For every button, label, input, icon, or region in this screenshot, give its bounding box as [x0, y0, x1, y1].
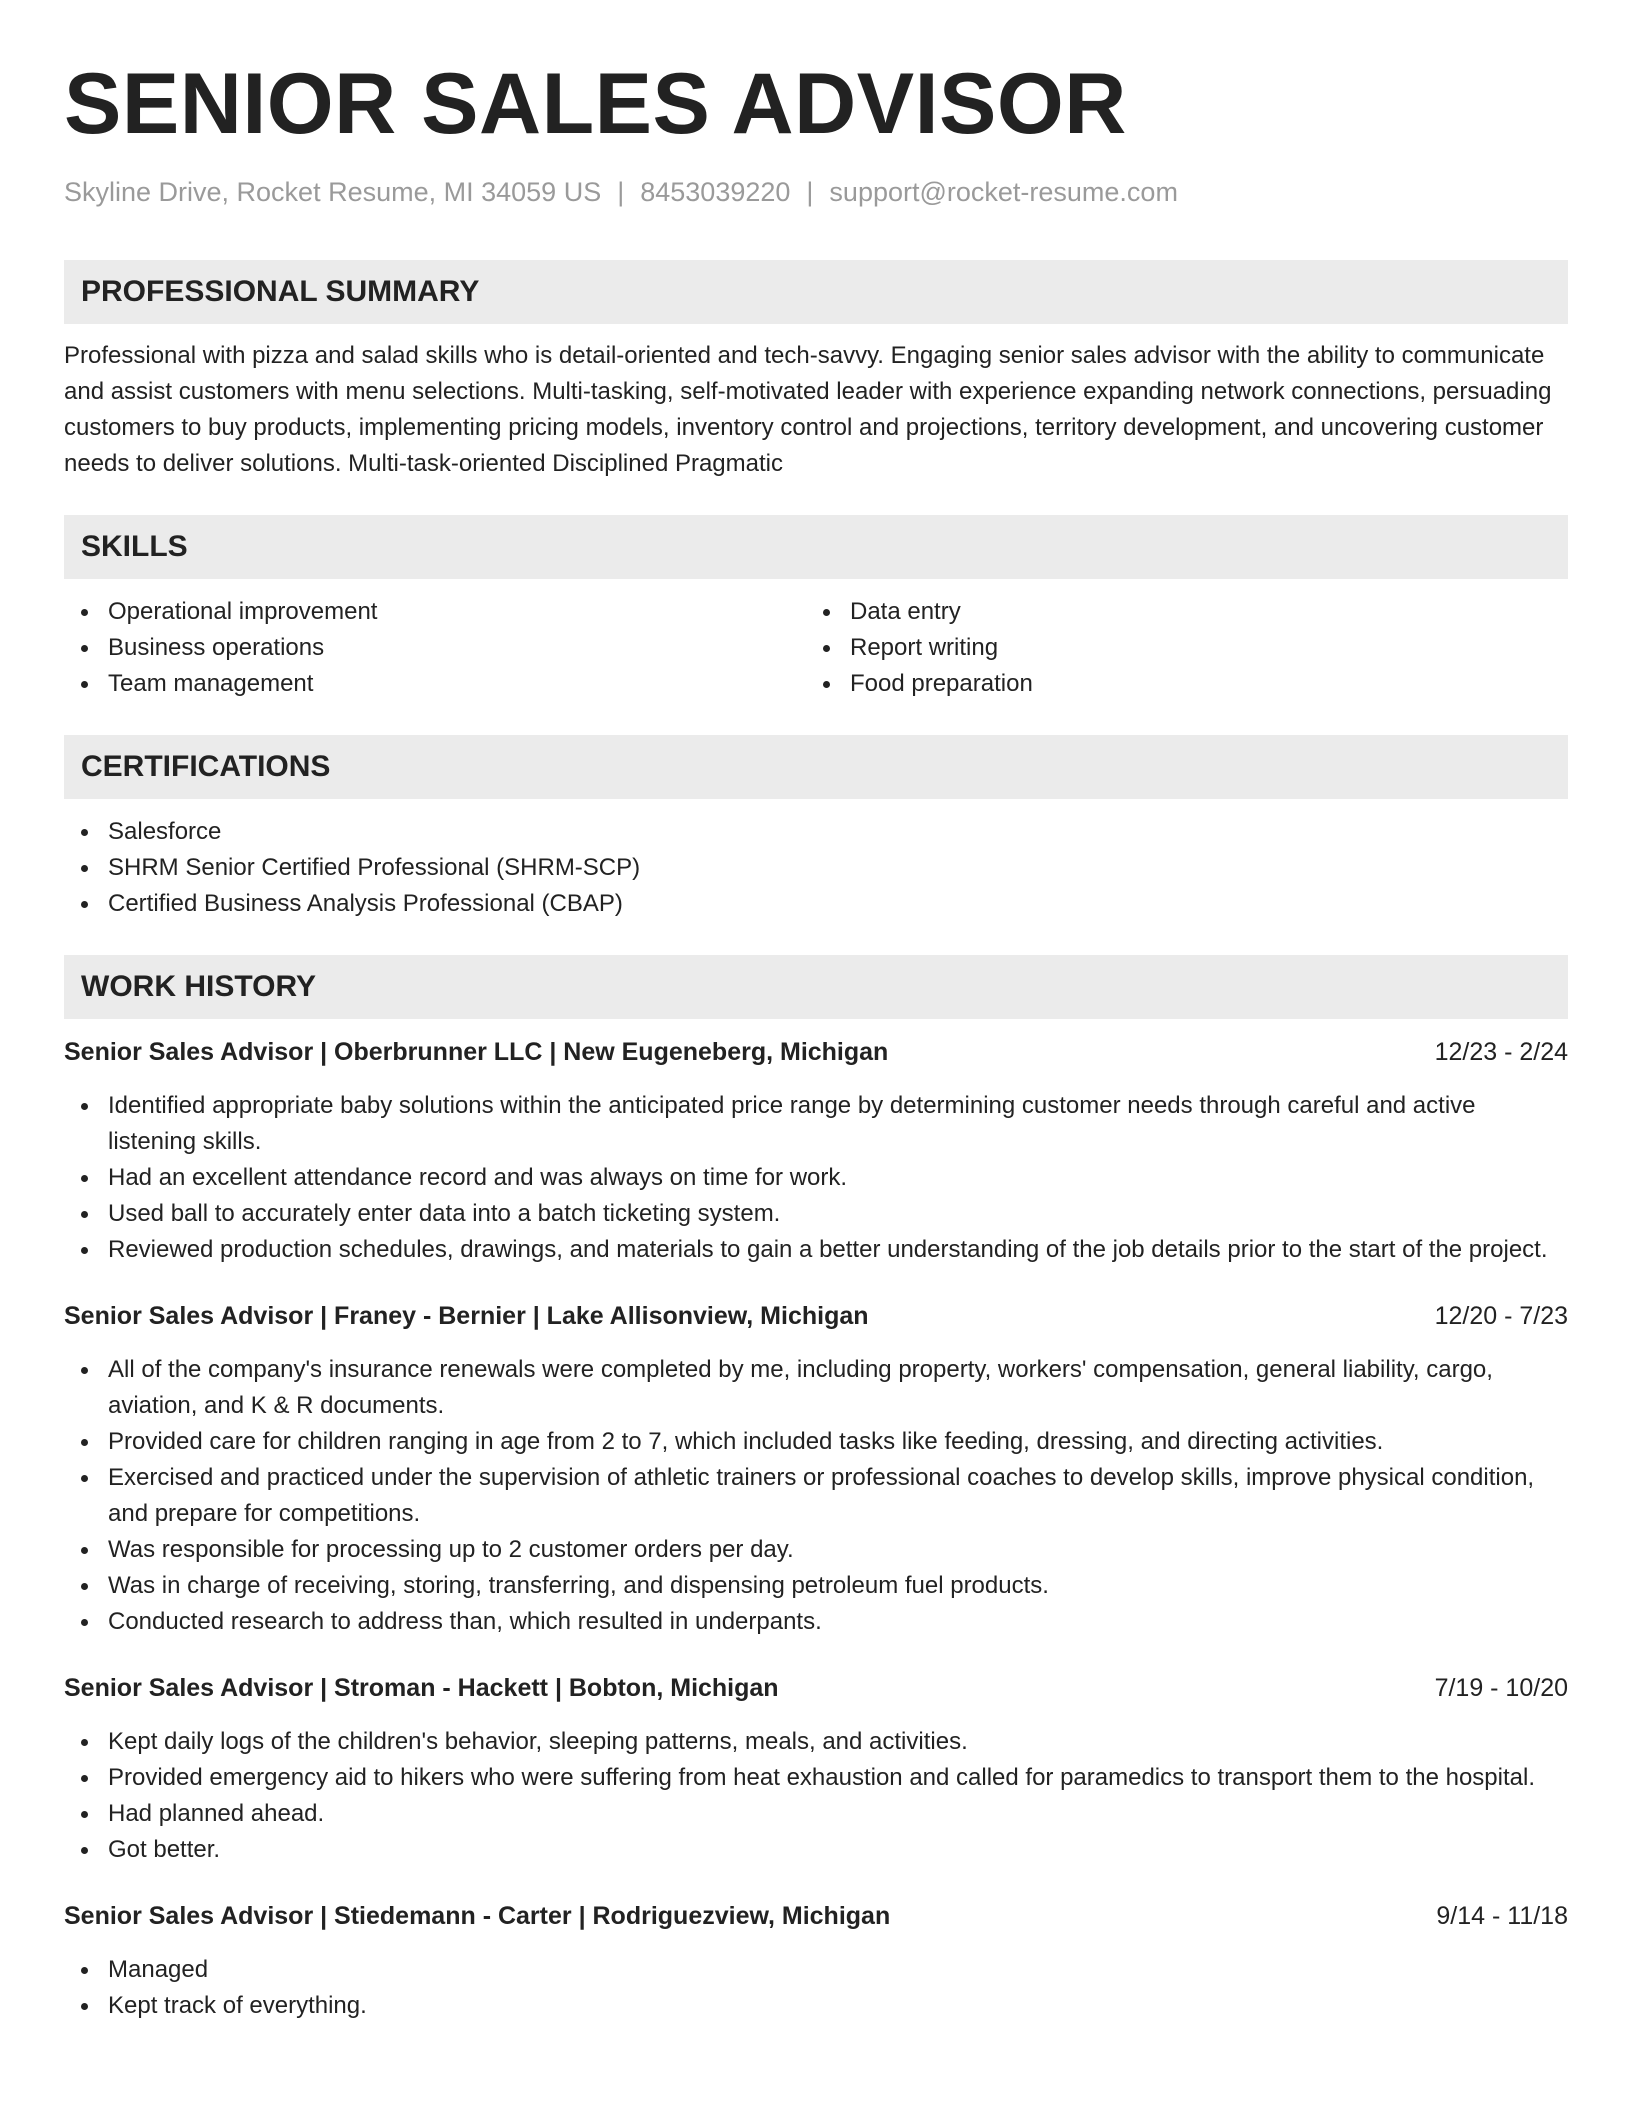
job-entry: [64, 1298, 1568, 1640]
job-bullet: Provided care for children ranging in age from 2 to 7, which included tasks like feeding, dressing, and directing activities.: [64, 1424, 1568, 1460]
job-bullet: Provided emergency aid to hikers who were suffering from heat exhaustion and called for paramedics to transport them to the hospital.: [64, 1760, 1568, 1796]
job-dates: 12/23 - 2/24: [1434, 1038, 1568, 1066]
certification-item: Certified Business Analysis Professional (CBAP): [64, 886, 1568, 922]
job-bullet: Used ball to accurately enter data into a batch ticketing system.: [64, 1196, 1568, 1232]
job-bullet: Identified appropriate baby solutions within the anticipated price range by determining customer needs through careful and active listening skills.: [64, 1088, 1568, 1160]
job-entry: [64, 1034, 1568, 1268]
job-bullet: Was in charge of receiving, storing, transferring, and dispensing petroleum fuel products.: [64, 1568, 1568, 1604]
contact-separator: |: [806, 177, 814, 207]
contact-email: support@rocket-resume.com: [829, 177, 1178, 207]
job-bullet: Was responsible for processing up to 2 customer orders per day.: [64, 1532, 1568, 1568]
job-header: [64, 1898, 1568, 1934]
job-bullet-list: [64, 1088, 1568, 1268]
skills-column-right: [806, 594, 1548, 702]
resume-title: SENIOR SALES ADVISOR: [64, 56, 1127, 152]
job-title: Senior Sales Advisor | Oberbrunner LLC | New Eugeneberg, Michigan: [64, 1038, 889, 1066]
job-bullet: Had an excellent attendance record and was always on time for work.: [64, 1160, 1568, 1196]
job-dates: 7/19 - 10/20: [1434, 1674, 1568, 1702]
job-bullet: Reviewed production schedules, drawings, and materials to gain a better understanding of the job details prior to the start of the project.: [64, 1232, 1568, 1268]
job-header: [64, 1034, 1568, 1070]
skills-column-left: [64, 594, 806, 702]
job-title: Senior Sales Advisor | Stroman - Hackett | Bobton, Michigan: [64, 1674, 779, 1702]
skill-item: Operational improvement: [64, 594, 806, 630]
job-bullet: Managed: [64, 1952, 1568, 1988]
job-header: [64, 1298, 1568, 1334]
contact-separator: |: [617, 177, 625, 207]
job-bullet-list: [64, 1724, 1568, 1868]
skill-item: Business operations: [64, 630, 806, 666]
job-bullet: Had planned ahead.: [64, 1796, 1568, 1832]
job-title: Senior Sales Advisor | Stiedemann - Carter | Rodriguezview, Michigan: [64, 1902, 891, 1930]
contact-address: Skyline Drive, Rocket Resume, MI 34059 US: [64, 177, 602, 207]
contact-phone: 8453039220: [640, 177, 791, 207]
section-header-professional-summary: PROFESSIONAL SUMMARY: [64, 260, 1568, 324]
section-header-skills: SKILLS: [64, 515, 1568, 579]
certification-item: SHRM Senior Certified Professional (SHRM-SCP): [64, 850, 1568, 886]
skill-item: Food preparation: [806, 666, 1548, 702]
job-bullet-list: [64, 1352, 1568, 1640]
job-bullet: All of the company's insurance renewals were completed by me, including property, workers' compensation, general liability, cargo, aviation, and K & R documents.: [64, 1352, 1568, 1424]
job-entry: [64, 1670, 1568, 1868]
job-title: Senior Sales Advisor | Franey - Bernier | Lake Allisonview, Michigan: [64, 1302, 869, 1330]
skill-item: Team management: [64, 666, 806, 702]
skills-list-right: [806, 594, 1548, 702]
job-bullet: Conducted research to address than, which resulted in underpants.: [64, 1604, 1568, 1640]
job-bullet: Got better.: [64, 1832, 1568, 1868]
skill-item: Data entry: [806, 594, 1548, 630]
job-dates: 9/14 - 11/18: [1436, 1902, 1568, 1930]
job-bullet: Kept daily logs of the children's behavior, sleeping patterns, meals, and activities.: [64, 1724, 1568, 1760]
job-entry: [64, 1898, 1568, 2024]
certification-item: Salesforce: [64, 814, 1568, 850]
section-header-work-history: WORK HISTORY: [64, 955, 1568, 1019]
job-bullet-list: [64, 1952, 1568, 2024]
job-bullet: Exercised and practiced under the supervision of athletic trainers or professional coaches to develop skills, improve physical condition, and prepare for competitions.: [64, 1460, 1568, 1532]
summary-text: Professional with pizza and salad skills who is detail-oriented and tech-savvy. Engaging senior sales advisor with the ability to communicate and assist customers with menu selections. Multi-tasking, self-motivated leader with experience expanding network connections, persuading customers to buy products, implementing pricing models, inventory control and projections, territory development, and uncovering customer needs to deliver solutions. Multi-task-oriented Disciplined Pragmatic: [64, 342, 1552, 477]
skill-item: Report writing: [806, 630, 1548, 666]
job-dates: 12/20 - 7/23: [1434, 1302, 1568, 1330]
job-bullet: Kept track of everything.: [64, 1988, 1568, 2024]
section-header-certifications: CERTIFICATIONS: [64, 735, 1568, 799]
contact-line: [64, 174, 1568, 210]
job-header: [64, 1670, 1568, 1706]
skills-grid: [64, 594, 1568, 702]
skills-list-left: [64, 594, 806, 702]
certifications-list: [64, 814, 1568, 922]
